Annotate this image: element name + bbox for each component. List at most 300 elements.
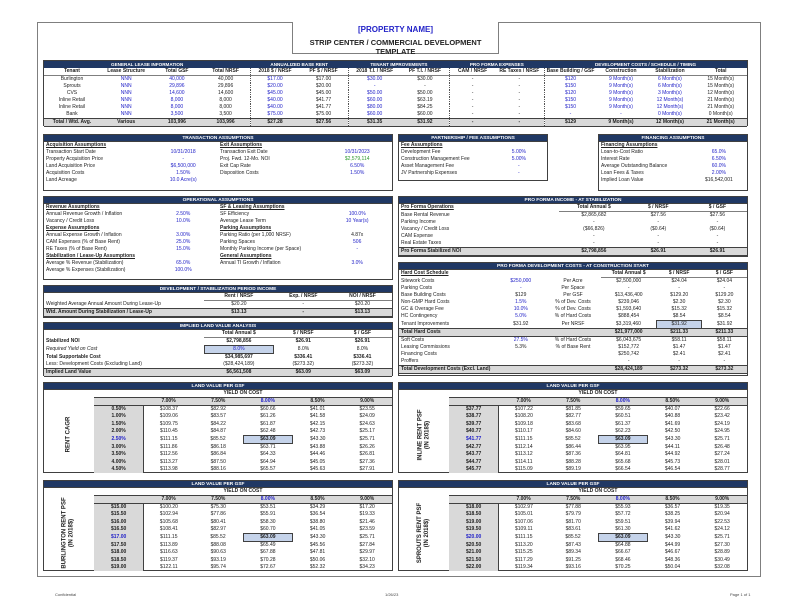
cell: % of Hard Costs bbox=[554, 313, 592, 320]
cell: $211.33 bbox=[702, 329, 747, 337]
field-value bbox=[148, 142, 218, 149]
table-row bbox=[399, 358, 747, 366]
column-header-row bbox=[44, 330, 392, 338]
table-row bbox=[399, 337, 747, 345]
cell: Stabilized NOI bbox=[46, 338, 80, 344]
cell: $62.23 bbox=[615, 427, 631, 434]
cell: - bbox=[627, 285, 630, 291]
row-header: 4.00% bbox=[94, 459, 144, 466]
table-row bbox=[94, 459, 392, 466]
cell: GC & Overage Fee bbox=[401, 306, 444, 312]
table-row bbox=[94, 526, 392, 534]
cell: ($273.32) bbox=[351, 361, 374, 367]
data-table bbox=[44, 204, 392, 274]
table-row bbox=[399, 170, 547, 177]
cell: $108.20 bbox=[499, 413, 549, 420]
field-label: SF Efficiency bbox=[219, 211, 250, 217]
table-row bbox=[44, 301, 392, 309]
cell: Parking Costs bbox=[401, 285, 433, 291]
cell: $50.04 bbox=[664, 563, 681, 570]
cell: $61.37 bbox=[615, 420, 631, 427]
field-label: Parking Spaces bbox=[219, 239, 256, 245]
cell: $43.88 bbox=[309, 443, 326, 450]
cell: $109.06 bbox=[144, 413, 194, 420]
table-row bbox=[44, 156, 392, 163]
cell: $26.91 bbox=[295, 338, 311, 345]
land-value-sprouts-rent bbox=[398, 480, 748, 571]
table-row bbox=[449, 451, 747, 458]
cell: $1,593,640 bbox=[616, 306, 642, 312]
cell bbox=[545, 329, 601, 337]
subsection-label: Exit Assumptions bbox=[219, 142, 263, 148]
cell: - bbox=[657, 233, 660, 239]
cell: $30.00 bbox=[401, 76, 450, 84]
cell: - bbox=[471, 97, 474, 103]
cell: $211.33 bbox=[657, 329, 702, 337]
section-header: OPERATIONAL ASSUMPTIONS bbox=[44, 197, 392, 204]
cell: - bbox=[593, 240, 595, 246]
cell: $62.48 bbox=[260, 427, 276, 434]
cell: $89.19 bbox=[565, 465, 581, 472]
cell: Proffers bbox=[401, 358, 419, 364]
cell: $52.32 bbox=[309, 563, 326, 570]
yield-on-cost-label: YIELD ON COST bbox=[578, 488, 618, 494]
cell: 8.0% bbox=[297, 346, 310, 352]
cell: Per NRSF bbox=[561, 320, 585, 327]
cell: $25.71 bbox=[714, 436, 730, 443]
table-row bbox=[94, 451, 392, 458]
cell: Inline Retail bbox=[58, 104, 86, 110]
cell: $38.25 bbox=[664, 511, 681, 518]
table-row bbox=[399, 292, 747, 299]
table-row bbox=[94, 564, 392, 571]
row-header: 0.50% bbox=[94, 406, 144, 414]
field-label: Development Fee bbox=[401, 149, 441, 155]
proforma-income bbox=[398, 196, 748, 257]
column-header: Pro Forma Operations bbox=[401, 204, 454, 211]
table-row bbox=[44, 218, 392, 225]
row-header: $19.50 bbox=[449, 526, 499, 534]
table-row bbox=[449, 534, 747, 542]
corner-cell bbox=[449, 496, 499, 504]
footer-date: 1/26/23 bbox=[385, 592, 399, 597]
cell: $24.95 bbox=[714, 428, 730, 435]
cell: $26.91 bbox=[629, 248, 688, 256]
table-row bbox=[44, 211, 392, 218]
cell: $63.71 bbox=[260, 444, 276, 451]
cell: $87.36 bbox=[565, 451, 581, 458]
cell: Sprouts bbox=[63, 83, 81, 89]
table-row bbox=[44, 354, 392, 362]
cell: 14,600 bbox=[169, 90, 185, 96]
data-table bbox=[94, 397, 392, 473]
cell: $86.18 bbox=[210, 443, 226, 450]
cell: $43.30 bbox=[310, 436, 326, 443]
cell: CVS bbox=[66, 90, 78, 96]
cell: $44.46 bbox=[309, 451, 326, 458]
column-header: Total NRSF bbox=[201, 68, 250, 76]
table-row bbox=[449, 421, 747, 428]
cell: 29,896 bbox=[201, 83, 250, 90]
table-row bbox=[44, 232, 392, 239]
row-header: 3.00% bbox=[94, 444, 144, 452]
cell: $44.11 bbox=[665, 443, 680, 450]
table-row bbox=[44, 204, 392, 211]
data-table bbox=[44, 293, 392, 317]
table-row bbox=[449, 542, 747, 550]
field-label: Vacancy / Credit Loss bbox=[46, 218, 95, 224]
cell: 40,000 bbox=[201, 76, 250, 84]
table-row bbox=[44, 225, 392, 232]
column-header: Lease Structure bbox=[100, 68, 152, 76]
cell: $122.11 bbox=[144, 564, 194, 571]
column-header: Construction bbox=[596, 68, 645, 76]
total-row bbox=[44, 369, 392, 377]
cell: $63.09 bbox=[333, 369, 392, 377]
cell: $24.09 bbox=[359, 413, 375, 420]
yield-header-row bbox=[449, 496, 747, 504]
field-label: Transaction Exit Date bbox=[219, 149, 268, 155]
table-row bbox=[94, 466, 392, 473]
field-label: Parking Ratio (per 1,000 NRSF) bbox=[219, 232, 291, 238]
cell: Total / Wtd. Avg. bbox=[44, 119, 100, 127]
row-header: 2.00% bbox=[94, 428, 144, 436]
cell: Bank bbox=[66, 111, 78, 117]
table-row bbox=[449, 504, 747, 512]
cell: $88.16 bbox=[210, 465, 226, 472]
cell: Per GSF bbox=[563, 292, 583, 298]
cell: Implied Land Value bbox=[44, 369, 204, 377]
cell: $41.05 bbox=[309, 526, 326, 533]
cell: 9 Month(s) bbox=[609, 76, 633, 82]
cell: $53.51 bbox=[260, 504, 276, 511]
cell: $112.56 bbox=[144, 451, 194, 458]
cell: Base Rental Revenue bbox=[401, 211, 450, 218]
table-row bbox=[449, 519, 747, 526]
subsection-label: Acquisition Assumptions bbox=[46, 142, 107, 148]
cell: $58.11 bbox=[716, 337, 732, 343]
cell: $2.41 bbox=[672, 351, 686, 357]
cell: $17.20 bbox=[359, 504, 375, 511]
cell: $336.41 bbox=[353, 353, 372, 360]
table-row bbox=[399, 212, 747, 220]
cell: - bbox=[593, 233, 595, 239]
field-label: Average % Expenses (Stabilization) bbox=[46, 267, 126, 273]
cell: $31.92 bbox=[716, 320, 733, 327]
cell: $150 bbox=[564, 97, 577, 103]
total-row bbox=[399, 248, 747, 256]
axis-label bbox=[44, 397, 94, 472]
cell: - bbox=[302, 301, 305, 307]
cell: Total Supportable Cost bbox=[46, 353, 101, 360]
cell: $63.95 bbox=[615, 444, 631, 451]
cell: 12 Month(s) bbox=[656, 97, 684, 103]
cell: $114.11 bbox=[499, 459, 549, 466]
yield-header: 7.00% bbox=[144, 496, 194, 504]
cell: Weighted Average Annual Amount During Lease-Up bbox=[46, 300, 161, 307]
cell: $107.22 bbox=[499, 406, 549, 414]
field-label: Disposition Costs bbox=[219, 170, 259, 176]
table-row bbox=[44, 239, 392, 246]
cell: $85.52 bbox=[565, 436, 581, 443]
land-value-burlington-rent bbox=[43, 480, 393, 571]
group-header-row bbox=[44, 61, 747, 68]
field-label: Transaction Start Date bbox=[46, 149, 96, 155]
cell bbox=[496, 329, 545, 337]
row-header: 4.50% bbox=[94, 466, 144, 473]
table-row bbox=[44, 253, 392, 260]
sensitivity-grid bbox=[94, 397, 392, 473]
cell: $43.30 bbox=[310, 534, 326, 541]
total-row bbox=[44, 309, 392, 317]
cell: - bbox=[716, 240, 719, 246]
table-row bbox=[44, 338, 392, 346]
land-value-rent-cagr bbox=[43, 382, 393, 473]
cell: $111.86 bbox=[144, 444, 194, 452]
axis-label bbox=[399, 495, 449, 570]
cell: $24.04 bbox=[671, 278, 687, 284]
table-row bbox=[44, 170, 392, 177]
field-label: Acquisition Costs bbox=[46, 170, 85, 176]
field-value: 65.0% bbox=[176, 260, 191, 266]
section-header: PARTNERSHIP / FEE ASSUMPTIONS bbox=[399, 135, 547, 142]
yield-header: 8.50% bbox=[648, 496, 698, 504]
subsection-label: Financing Assumptions bbox=[601, 142, 658, 148]
yield-header: 7.50% bbox=[548, 398, 598, 406]
cell: $58.30 bbox=[260, 518, 276, 525]
table-row bbox=[399, 313, 747, 321]
cell: $50.00 bbox=[367, 90, 383, 96]
cell: $23.55 bbox=[359, 406, 375, 413]
cell: 10.0% bbox=[513, 306, 528, 312]
column-header bbox=[545, 270, 601, 278]
data-table bbox=[449, 397, 747, 473]
cell: $83.57 bbox=[210, 413, 226, 420]
cell: $20.00 bbox=[267, 83, 283, 89]
field-value: 60.0% bbox=[711, 163, 726, 169]
cell: 6 Month(s) bbox=[657, 83, 682, 89]
column-header: Exp. / NRSF bbox=[274, 293, 333, 301]
cell: $150 bbox=[564, 104, 577, 110]
cell: - bbox=[716, 233, 719, 239]
cell: $61.26 bbox=[260, 413, 276, 420]
group-header: PRO FORMA EXPENSES bbox=[450, 61, 544, 68]
field-label: Average Lease Term bbox=[219, 218, 266, 224]
table-row bbox=[44, 246, 392, 253]
field-value: 6.50% bbox=[350, 163, 365, 169]
cell: $81.70 bbox=[565, 518, 581, 525]
field-label: CAM Expenses (% of Base Rent) bbox=[46, 239, 120, 245]
sensitivity-grid bbox=[94, 495, 392, 571]
cell: $61.30 bbox=[615, 525, 631, 532]
table-row bbox=[94, 406, 392, 414]
data-table bbox=[399, 204, 747, 256]
cell: % of Dev. Costs bbox=[555, 306, 591, 312]
cell: $44.92 bbox=[664, 451, 681, 458]
cell: - bbox=[657, 240, 660, 246]
column-header-row bbox=[44, 68, 747, 76]
axis-label-text: INLINE RENT PSF (IN 2018$) bbox=[417, 408, 431, 461]
cell: % of Dev. Costs bbox=[555, 299, 591, 305]
column-header: PF T.I. / NRSF bbox=[401, 68, 450, 76]
total-row bbox=[399, 329, 747, 337]
cell: $15.32 bbox=[671, 306, 687, 312]
cell: $20.20 bbox=[354, 301, 371, 307]
cell: 9 Month(s) bbox=[609, 97, 633, 103]
section-header: IMPLIED LAND VALUE ANALYSIS bbox=[44, 323, 392, 330]
cell: $17.00 bbox=[267, 76, 283, 82]
column-header: Base Building / GSF bbox=[544, 68, 596, 76]
cell: $13.13 bbox=[204, 309, 274, 317]
cell: $28.89 bbox=[714, 549, 730, 556]
field-label: RE Taxes (% of Base Rent) bbox=[46, 246, 107, 252]
cell: $75.00 bbox=[267, 111, 283, 117]
cell: $129 bbox=[515, 292, 527, 298]
partnership-fee-assumptions bbox=[398, 134, 548, 181]
table-row bbox=[44, 346, 392, 354]
data-table bbox=[44, 61, 747, 127]
cell: $109.75 bbox=[144, 421, 194, 428]
cell: 12 Month(s) bbox=[656, 104, 684, 110]
cell: $40.07 bbox=[664, 406, 681, 413]
table-row bbox=[44, 149, 392, 156]
data-table bbox=[599, 142, 747, 184]
cell: - bbox=[373, 83, 376, 89]
field-value: 65.0% bbox=[711, 149, 726, 155]
column-header bbox=[44, 293, 204, 301]
cell: 27.5% bbox=[513, 337, 528, 343]
cell: $45.05 bbox=[309, 458, 326, 465]
template-title: STRIP CENTER / COMMERCIAL DEVELOPMENT TEMPLATE bbox=[309, 38, 482, 56]
cell: 3 Month(s) bbox=[657, 90, 682, 96]
cell: $28.77 bbox=[714, 465, 730, 472]
table-row bbox=[44, 97, 747, 104]
table-row bbox=[399, 306, 747, 313]
cell: $87.43 bbox=[565, 541, 581, 548]
cell: - bbox=[593, 219, 595, 225]
column-header: $ / NRSF bbox=[274, 330, 333, 338]
title-box bbox=[292, 22, 499, 54]
field-value: $6,500,000 bbox=[170, 163, 196, 169]
cell: 3,500 bbox=[170, 111, 184, 117]
cell: 9 Month(s) bbox=[596, 119, 645, 127]
cell: $41.77 bbox=[299, 104, 348, 111]
subsection-label: General Assumptions bbox=[219, 253, 272, 259]
field-value bbox=[691, 142, 747, 149]
cell: $24.04 bbox=[716, 278, 733, 284]
yield-header-row bbox=[94, 398, 392, 406]
cell: $27.56 bbox=[299, 119, 348, 127]
cell: $63.09 bbox=[243, 436, 293, 444]
table-row bbox=[44, 76, 747, 84]
table-row bbox=[94, 557, 392, 564]
sensitivity-grid bbox=[449, 495, 747, 571]
total-row bbox=[399, 366, 747, 374]
table-row bbox=[94, 413, 392, 420]
table-row bbox=[44, 104, 747, 111]
cell: Wtd. Amount During Stabilization / Lease-Up bbox=[44, 309, 204, 317]
cell: 9 Month(s) bbox=[609, 90, 633, 96]
cell: $27.56 bbox=[709, 212, 726, 218]
cell: $2.30 bbox=[718, 299, 731, 305]
cell: $26.26 bbox=[359, 443, 375, 450]
column-header: Rent / NRSF bbox=[204, 293, 274, 301]
cell: $120 bbox=[564, 90, 577, 96]
cell: $86.44 bbox=[565, 443, 581, 450]
cell: Tenant Improvements bbox=[401, 320, 450, 327]
table-row bbox=[449, 436, 747, 444]
axis-label bbox=[44, 495, 94, 570]
column-header: Total Annual $ bbox=[601, 270, 657, 278]
subsection-label: Stabilization / Lease-Up Assumptions bbox=[46, 253, 135, 259]
yield-header-row bbox=[449, 398, 747, 406]
field-label: Asset Management Fee bbox=[401, 163, 455, 169]
field-value bbox=[322, 225, 392, 232]
cell: $82.97 bbox=[210, 526, 226, 533]
subsection-label: SF & Leasing Assumptions bbox=[219, 204, 285, 210]
cell: $26.91 bbox=[688, 248, 747, 256]
cell: $48.36 bbox=[664, 556, 681, 563]
empty bbox=[322, 267, 392, 274]
cell: $100.20 bbox=[144, 504, 194, 512]
cell: $40.88 bbox=[664, 413, 681, 420]
field-label: Construction Management Fee bbox=[401, 156, 470, 162]
field-value: $2,579,114 bbox=[344, 156, 370, 162]
cell: $83.61 bbox=[565, 526, 581, 533]
field-value: 100.0% bbox=[174, 267, 192, 273]
cell bbox=[545, 366, 601, 374]
cell: - bbox=[519, 285, 522, 291]
field-label: Interest Rate bbox=[601, 156, 630, 162]
cell: $39.94 bbox=[664, 518, 681, 525]
field-value bbox=[491, 142, 547, 149]
transaction-assumptions bbox=[43, 134, 393, 191]
table-row bbox=[44, 163, 392, 170]
cell: Parking Income bbox=[401, 219, 436, 225]
column-header: $ / NRSF bbox=[657, 270, 702, 278]
cell: $43.30 bbox=[665, 436, 681, 443]
cell: 21 Month(s) bbox=[707, 104, 735, 110]
empty bbox=[218, 267, 322, 274]
cell: $61.87 bbox=[260, 420, 276, 427]
cell: $26.81 bbox=[359, 451, 375, 458]
cell: Financing Costs bbox=[401, 351, 437, 357]
field-label: Annual Expense Growth / Inflation bbox=[46, 232, 122, 238]
cell: $60.66 bbox=[260, 406, 276, 413]
field-value: 10/31/2023 bbox=[344, 149, 370, 155]
field-value: - bbox=[356, 246, 359, 252]
cell: $109.11 bbox=[499, 526, 549, 534]
cell: $64.88 bbox=[615, 542, 631, 549]
property-name[interactable]: [PROPERTY NAME] bbox=[358, 25, 433, 34]
cell: $2,798,856 bbox=[226, 338, 252, 344]
cell: - bbox=[495, 83, 544, 90]
cell: $102.94 bbox=[144, 511, 194, 518]
table-row bbox=[44, 142, 392, 149]
cell: $113.27 bbox=[144, 459, 194, 466]
cell: $2,500,000 bbox=[616, 278, 642, 284]
cell: $27.56 bbox=[650, 212, 666, 218]
column-header: $ / GSF bbox=[702, 270, 747, 278]
cell: 0 Month(s) bbox=[708, 111, 733, 117]
table-row bbox=[44, 177, 392, 184]
cell: $19.35 bbox=[714, 504, 730, 511]
column-header-row bbox=[399, 204, 747, 212]
table-row bbox=[399, 351, 747, 358]
row-header: 1.00% bbox=[94, 413, 144, 420]
cell: $26.48 bbox=[714, 443, 730, 450]
cell: Burlington bbox=[60, 76, 84, 82]
